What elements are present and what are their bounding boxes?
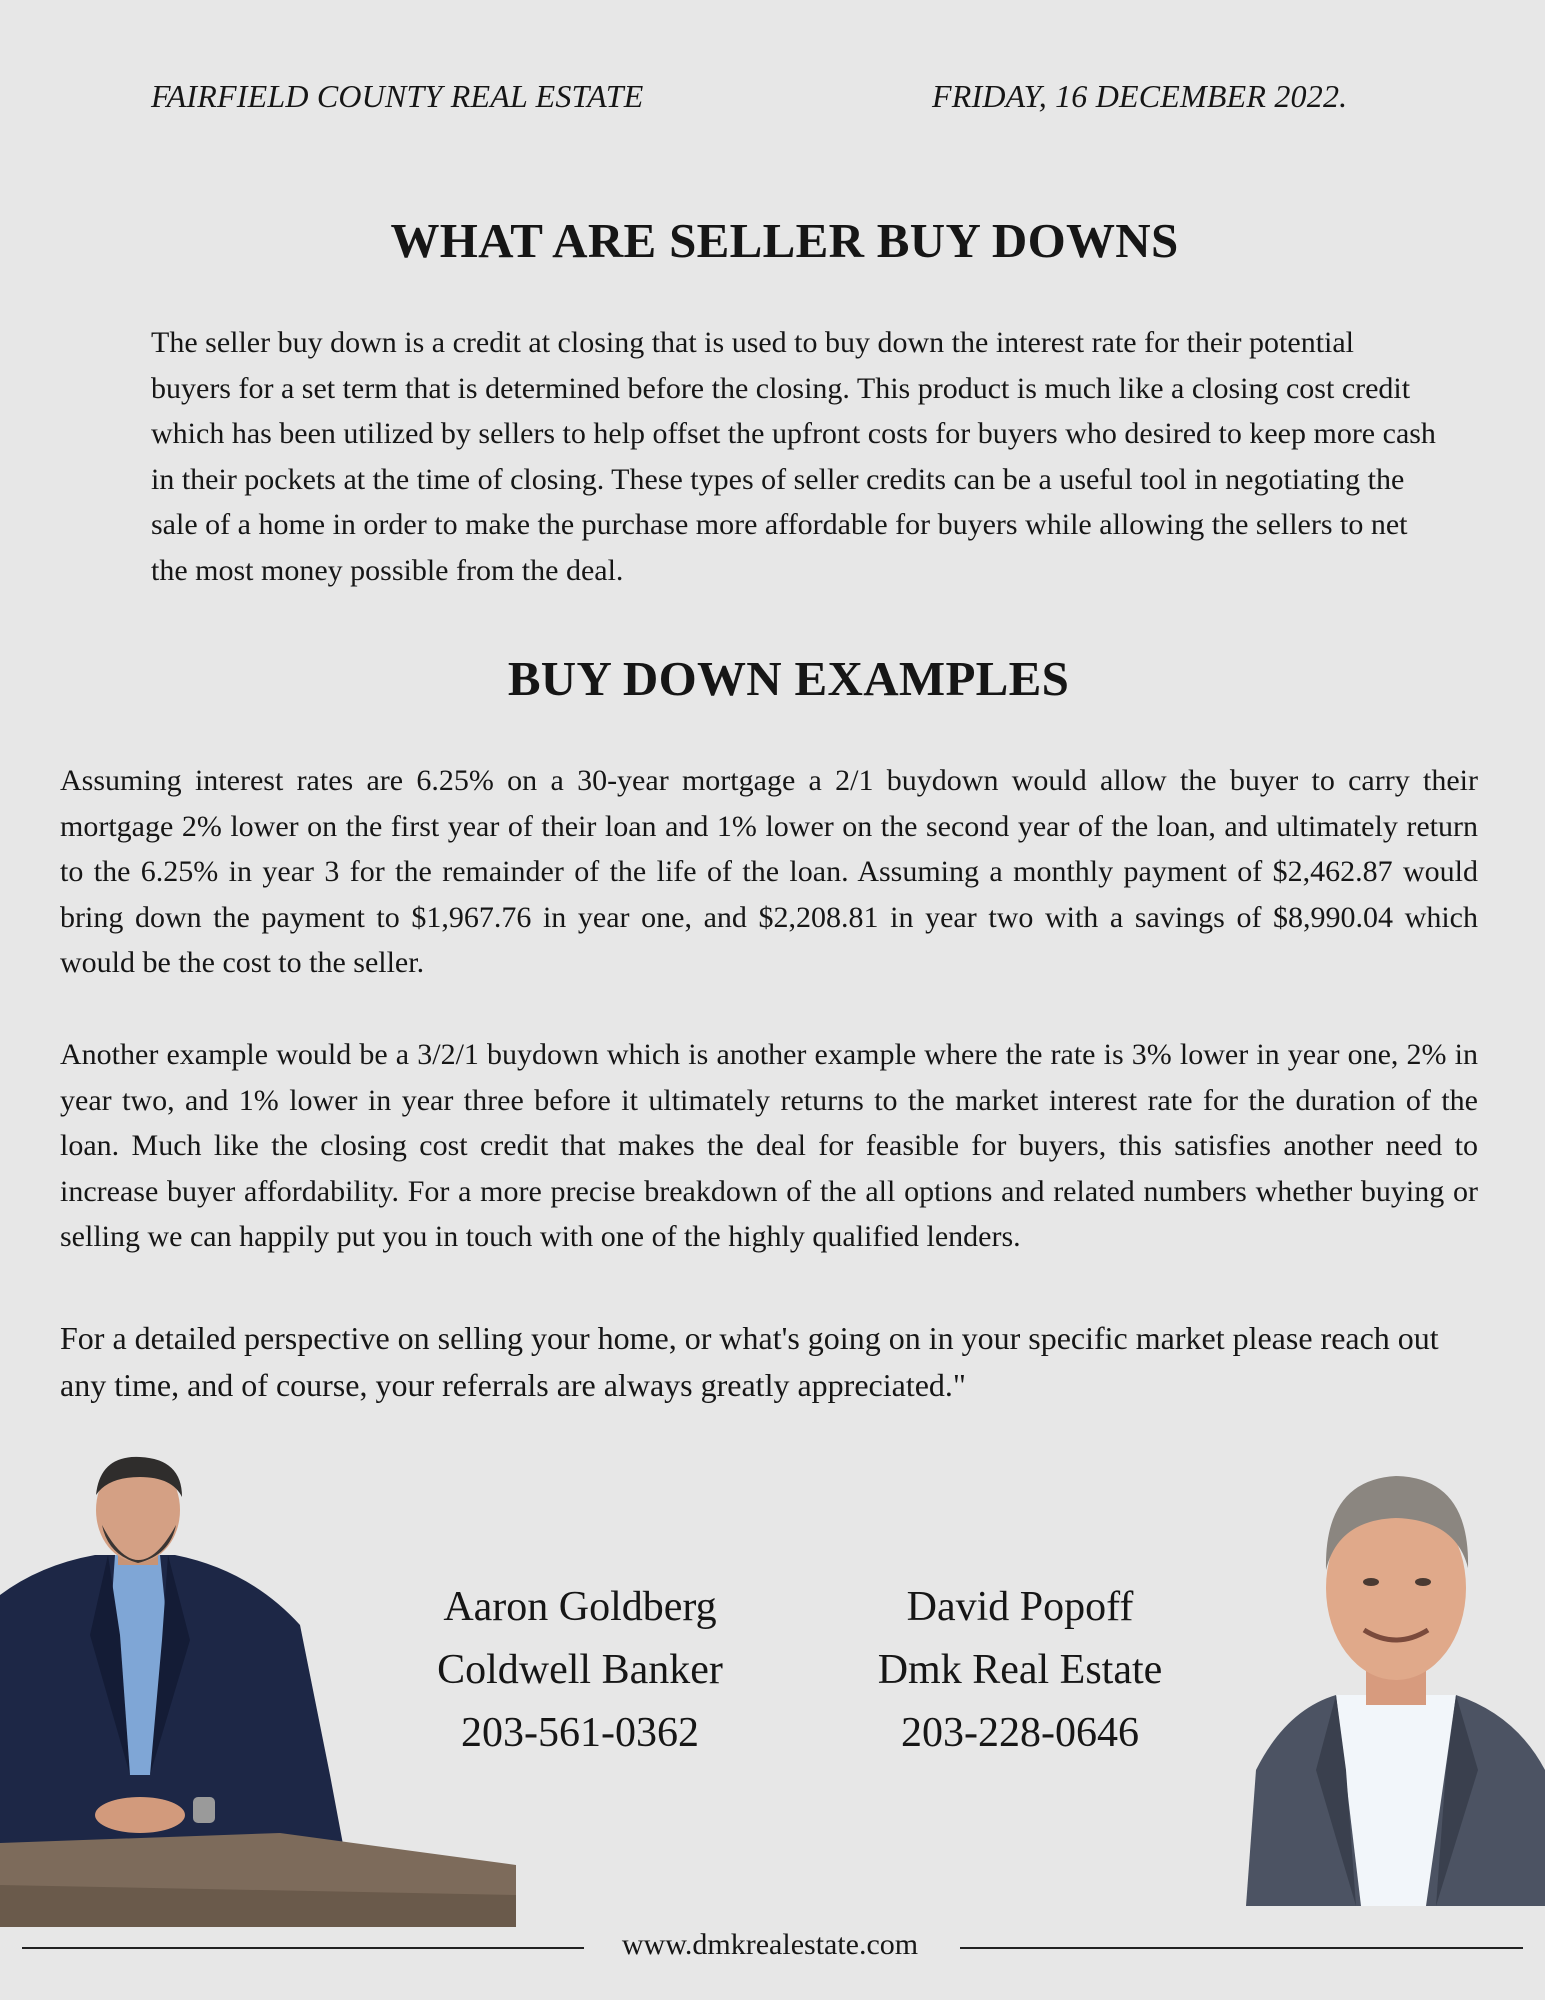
agent-card-aaron-goldberg [400,1576,760,1765]
agent-name: Aaron Goldberg [443,1584,717,1630]
footer-divider-right [960,1947,1523,1949]
agent-company: Dmk Real Estate [877,1647,1163,1693]
section-title-buy-down-examples: BUY DOWN EXAMPLES [507,651,1070,706]
agent-photo-david-popoff [1246,1470,1545,1906]
issue-date: FRIDAY, 16 DECEMBER 2022. [932,78,1348,114]
agent-name: David Popoff [906,1584,1134,1630]
footer-website-link[interactable]: www.dmkrealestate.com [621,1928,919,1961]
agent-card-david-popoff [840,1576,1200,1765]
agent-phone[interactable]: 203-561-0362 [461,1710,699,1756]
intro-paragraph: The seller buy down is a credit at closing that is used to buy down the interest rate for their potential buyers for a set term that is determined before the closing. This product is much like a closing cost credit which has been utilized by sellers to help offset the upfront costs for buyers who desired to keep more cash in their pockets at the time of closing. These types of seller credits can be a useful tool in negotiating the sale of a home in order to make the purchase more affordable for buyers while allowing the sellers to net the most money possible from the deal. [151,326,1436,587]
publication-name: FAIRFIELD COUNTY REAL ESTATE [151,78,644,114]
footer-divider-left [22,1947,584,1949]
example-paragraph-2-1: Assuming interest rates are 6.25% on a 30-year mortgage a 2/1 buydown would allow the buyer to carry their mortgage 2% lower on the first year of their loan and 1% lower on the second year of the loan, and ultimately return to the 6.25% in year 3 for the remainder of the life of the loan. Assuming a monthly payment of $2,462.87 would bring down the payment to $1,967.76 in year one, and $2,208.81 in year two with a savings of $8,990.04 which would be the cost to the seller. [60,764,1478,979]
section-title-seller-buy-downs: WHAT ARE SELLER BUY DOWNS [390,213,1179,268]
example-paragraph-3-2-1: Another example would be a 3/2/1 buydown which is another example where the rate is 3% lower in year one, 2% in year two, and 1% lower in year three before it ultimately returns to the market interest rate for the duration of the loan. Much like the closing cost credit that makes the deal for feasible for buyers, this satisfies another need to increase buyer affordability. For a more precise breakdown of the all options and related numbers whether buying or selling we can happily put you in touch with one of the highly qualified lenders. [60,1038,1478,1253]
closing-paragraph: For a detailed perspective on selling your home, or what's going on in your specific market please reach out any time, and of course, your referrals are always greatly appreciated." [60,1320,1439,1403]
agent-company: Coldwell Banker [437,1647,723,1693]
agent-phone[interactable]: 203-228-0646 [901,1710,1139,1756]
